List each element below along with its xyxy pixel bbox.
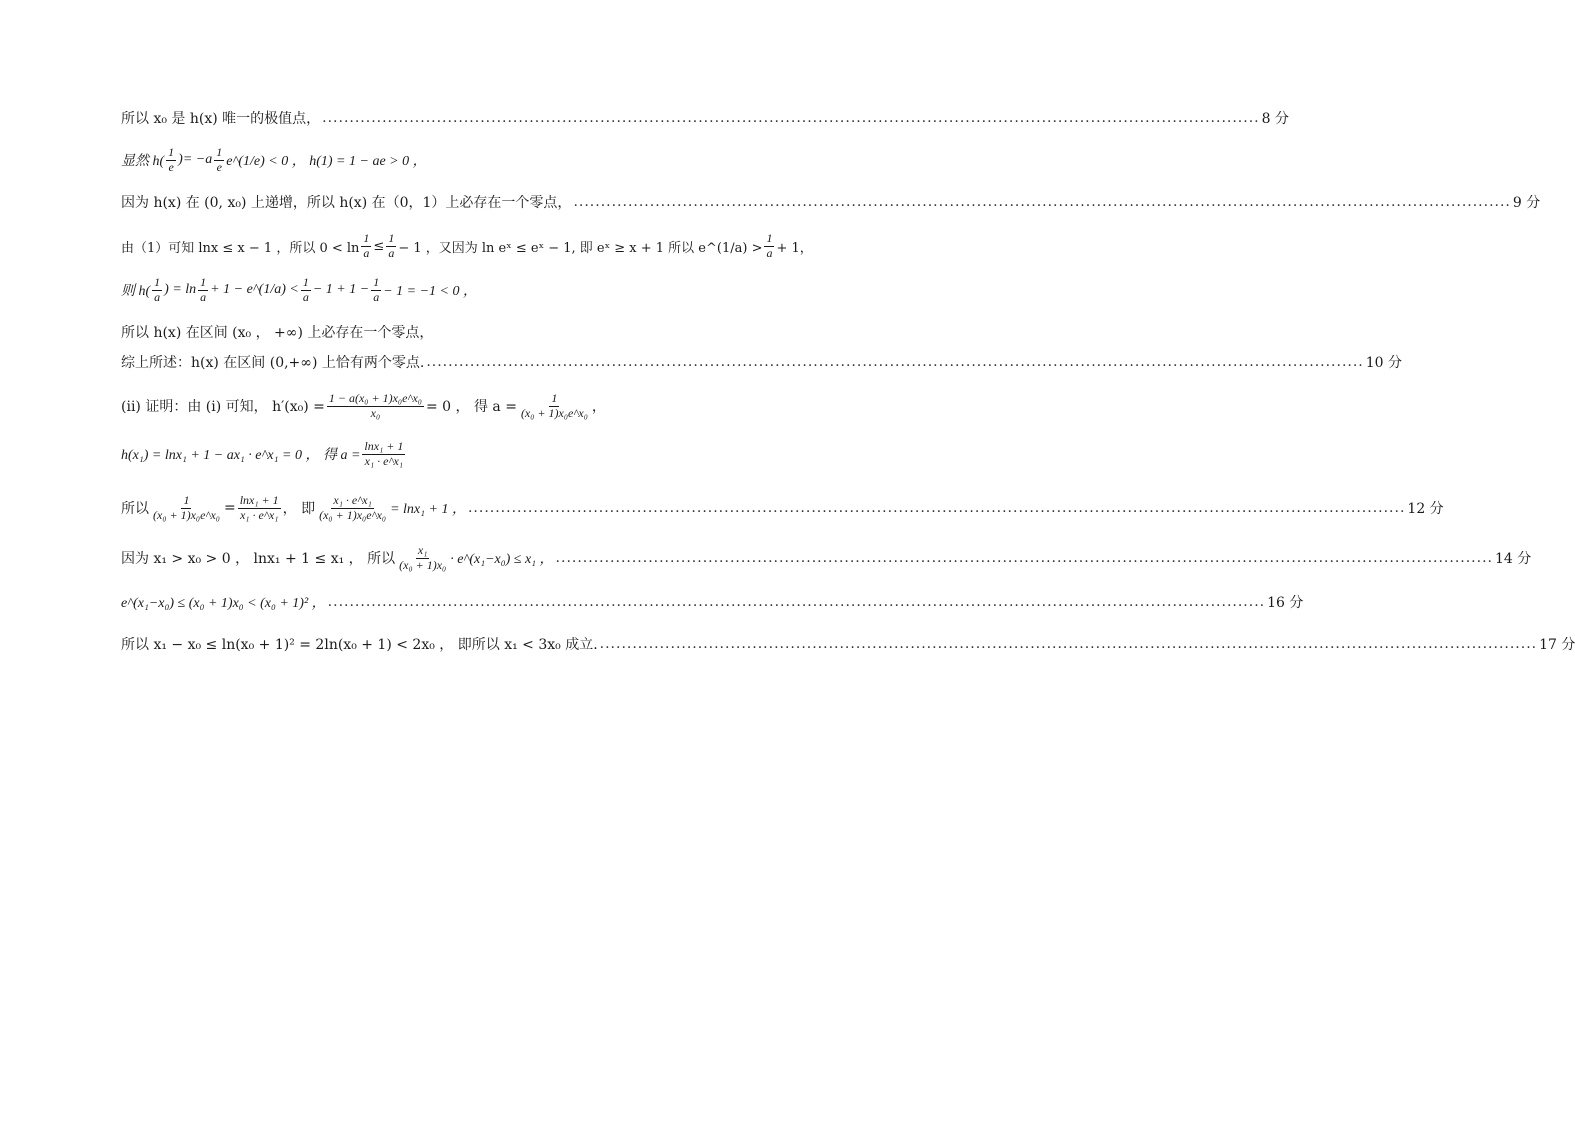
score-mark: 10 分 — [1365, 355, 1403, 371]
score-mark: 16 分 — [1267, 595, 1304, 611]
line-text-mid: ≤ — [373, 238, 385, 254]
fraction-denominator: (x₀ + 1)x₀e^x₀ — [319, 507, 387, 522]
solution-line-3 — [121, 180, 1541, 224]
line-text: 所以 x₁ − x₀ ≤ ln(x₀ + 1)² = 2ln(x₀ + 1) < 2x₀ ， 即所以 x₁ < 3x₀ 成立. — [121, 637, 598, 653]
fraction — [327, 392, 424, 419]
fraction-numerator: 1 — [216, 145, 223, 160]
leader-dots: ............................................................................................................................................................................ — [322, 110, 1260, 126]
fraction-numerator: 1 — [154, 275, 161, 290]
solution-line-9 — [121, 432, 681, 476]
line-text: 所以 x₀ 是 h(x) 唯一的极值点， — [121, 111, 321, 127]
solution-line-5 — [121, 268, 681, 312]
fraction-denominator: x₁ · e^x₁ — [239, 507, 279, 522]
solution-line-1 — [121, 96, 1289, 140]
fraction-denominator: a — [388, 245, 395, 260]
fraction — [361, 232, 371, 259]
line-text: 综上所述：h(x) 在区间 (0,+∞) 上恰有两个零点. — [121, 355, 425, 371]
leader-dots: ............................................................................................................................................................................ — [573, 194, 1511, 210]
fraction — [198, 276, 208, 303]
score-mark: 8 分 — [1261, 111, 1289, 127]
fraction-numerator: 1 — [766, 231, 773, 246]
leader-dots: ............................................................................................................................................................................ — [599, 636, 1538, 652]
line-text-mid: ) = ln — [164, 282, 197, 297]
fraction-numerator: 1 — [200, 275, 207, 290]
fraction-denominator: (x₀ + 1)x₀e^x₀ — [153, 507, 220, 522]
fraction-denominator: x₀ — [370, 405, 381, 420]
fraction-numerator: 1 — [363, 231, 370, 246]
solution-line-4 — [121, 224, 813, 268]
line-text-pre: 则 h( — [121, 284, 151, 299]
fraction-denominator: e — [216, 159, 222, 174]
fraction-numerator: 1 — [183, 493, 190, 508]
leader-dots: ............................................................................................................................................................................ — [555, 550, 1493, 566]
fraction — [301, 276, 311, 303]
fraction-denominator: a — [766, 245, 773, 260]
fraction — [397, 544, 448, 571]
fraction-numerator: x₁ · e^x₁ — [333, 493, 372, 508]
solution-line-12 — [121, 580, 1304, 624]
line-text-post: + 1 − e^(1/a) < — [210, 282, 299, 297]
fraction-denominator: a — [302, 289, 309, 304]
fraction-denominator: a — [154, 289, 161, 304]
solution-line-8 — [121, 384, 681, 428]
solution-line-7 — [121, 340, 1403, 384]
fraction — [519, 392, 590, 419]
solution-line-13 — [121, 622, 1575, 666]
fraction-denominator: (x₀ + 1)x₀ — [399, 557, 447, 572]
line-text-post: e^(1/e) < 0 ， h(1) = 1 − ae > 0 ， — [226, 154, 427, 169]
line-text-mid: )= −a — [178, 152, 213, 167]
fraction-denominator: x₁ · e^x₁ — [364, 453, 404, 468]
fraction — [764, 232, 774, 259]
line-text-pre: 所以 — [121, 501, 149, 517]
fraction — [317, 494, 388, 521]
line-text-post: · e^(x₁−x₀) ≤ x₁ ， — [450, 552, 554, 567]
line-text-post2: + 1， — [776, 240, 813, 256]
score-mark: 17 分 — [1539, 637, 1575, 653]
fraction-numerator: 1 — [373, 275, 380, 290]
line-text-pre: (ii) 证明：由 (i) 可知， h′(x₀) = — [121, 399, 325, 415]
fraction-numerator: 1 — [302, 275, 309, 290]
fraction — [152, 276, 162, 303]
fraction-numerator: 1 — [168, 145, 175, 160]
solution-line-10 — [121, 486, 1444, 530]
line-text-post: − 1 ，又因为 ln eˣ ≤ eˣ − 1, 即 eˣ ≥ x + 1 所以 e^(1/a) > — [398, 240, 763, 256]
fraction-denominator: (x₀ + 1)x₀e^x₀ — [520, 405, 588, 420]
line-text-post: ， 即 — [282, 501, 316, 517]
line-text-post: ， — [591, 399, 606, 415]
line-text: e^(x₁−x₀) ≤ (x₀ + 1)x₀ < (x₀ + 1)² ， — [121, 596, 326, 611]
leader-dots: ............................................................................................................................................................................ — [426, 354, 1364, 370]
line-text-pre: 由（1）可知 lnx ≤ x − 1 ，所以 0 < ln — [121, 240, 360, 256]
fraction — [151, 494, 222, 521]
fraction — [386, 232, 396, 259]
fraction-numerator: 1 — [388, 231, 395, 246]
line-text-pre: 显然 h( — [121, 154, 165, 169]
fraction — [362, 440, 405, 467]
score-mark: 9 分 — [1512, 195, 1541, 211]
solution-line-2 — [121, 138, 681, 182]
fraction-numerator: 1 − a(x₀ + 1)x₀e^x₀ — [328, 391, 422, 406]
fraction-denominator: a — [363, 245, 370, 260]
fraction — [371, 276, 381, 303]
line-text-pre: 因为 x₁ > x₀ > 0 ， lnx₁ + 1 ≤ x₁ ， 所以 — [121, 551, 396, 567]
line-text-post2: − 1 + 1 − — [312, 282, 370, 297]
fraction — [214, 146, 224, 173]
line-text-post2: = lnx₁ + 1 ， — [390, 502, 466, 517]
fraction-denominator: e — [168, 159, 174, 174]
solution-line-11 — [121, 536, 1532, 580]
fraction-numerator: 1 — [551, 391, 558, 406]
fraction-numerator: x₁ — [417, 543, 428, 558]
score-mark: 14 分 — [1494, 551, 1532, 567]
line-text-mid: = — [223, 500, 236, 516]
leader-dots: ............................................................................................................................................................................ — [327, 594, 1266, 610]
fraction-numerator: lnx₁ + 1 — [239, 493, 279, 508]
fraction-denominator: a — [200, 289, 207, 304]
fraction — [238, 494, 281, 521]
line-text: 因为 h(x) 在 (0, x₀) 上递增，所以 h(x) 在（0，1）上必存在一个零点， — [121, 195, 572, 211]
fraction-denominator: a — [373, 289, 380, 304]
leader-dots: ............................................................................................................................................................................ — [467, 500, 1406, 516]
fraction-numerator: lnx₁ + 1 — [364, 439, 404, 454]
line-text-post3: − 1 = −1 < 0 ， — [383, 284, 477, 299]
line-text-mid: = 0 ， 得 a = — [425, 399, 517, 415]
line-text: 所以 h(x) 在区间 (x₀ ， +∞) 上必存在一个零点， — [121, 325, 434, 341]
score-mark: 12 分 — [1407, 501, 1444, 517]
fraction — [166, 146, 176, 173]
line-text-pre: h(x₁) = lnx₁ + 1 − ax₁ · e^x₁ = 0 ， 得 a = — [121, 448, 361, 463]
